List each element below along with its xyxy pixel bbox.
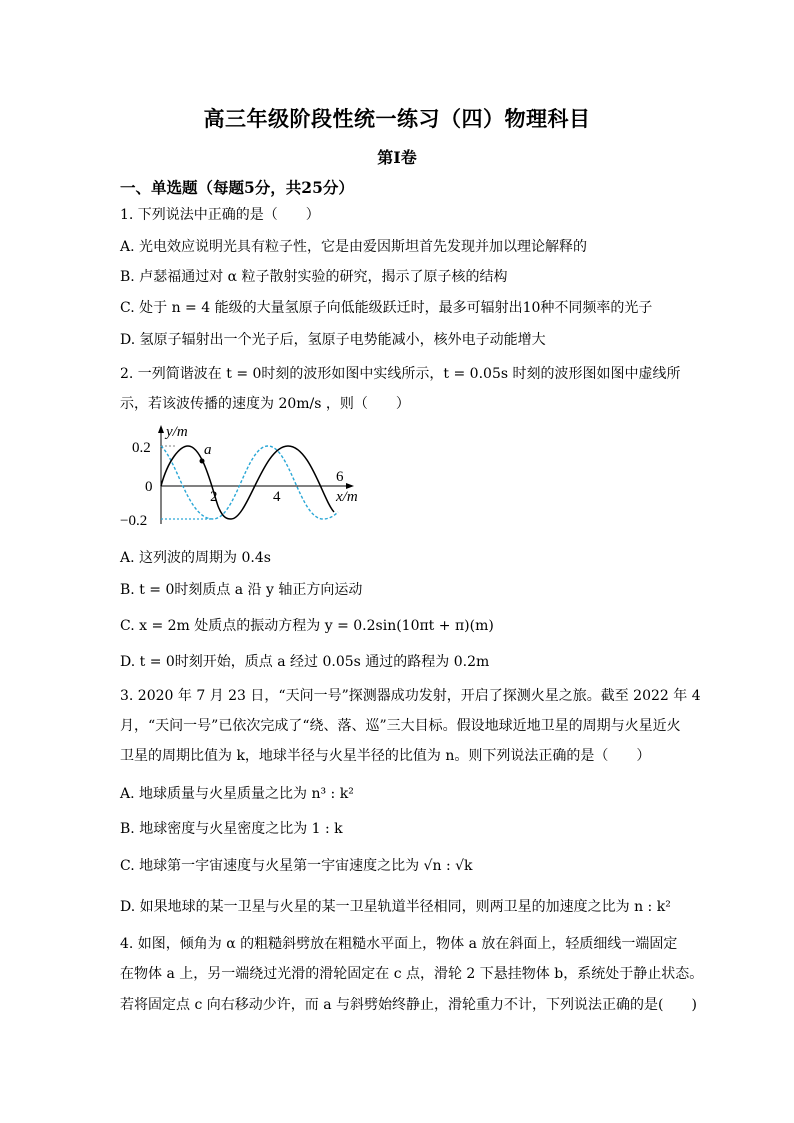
dashed-wave-curve (161, 446, 338, 519)
wave-graph (118, 420, 368, 535)
q1-stem: 1. 下列说法中正确的是（ ） (120, 207, 320, 223)
q2-stem-line2: 示，若该波传播的速度为 20m/s ，则（ ） (120, 396, 410, 412)
q2-option-b: B. t = 0时刻质点 a 沿 y 轴正方向运动 (120, 582, 363, 598)
q3-option-c: C. 地球第一宇宙速度与火星第一宇宙速度之比为 √n : √k (120, 858, 473, 874)
page-title: 高三年级阶段性统一练习（四）物理科目 (203, 106, 591, 131)
x-tick-2: 2 (210, 489, 218, 505)
q4-stem-line3: 若将固定点 c 向右移动少许，而 a 与斜劈始终静止，滑轮重力不计，下列说法正确的是( ) (120, 997, 697, 1013)
y-tick-top: 0.2 (132, 440, 151, 456)
x-tick-6: 6 (336, 469, 344, 485)
q2-option-d: D. t = 0时刻开始，质点 a 经过 0.05s 通过的路程为 0.2m (120, 654, 490, 670)
q1-option-d: D. 氢原子辐射出一个光子后，氢原子电势能减小，核外电子动能增大 (120, 332, 546, 348)
q1-option-b: B. 卢瑟福通过对 α 粒子散射实验的研究，揭示了原子核的结构 (120, 269, 508, 285)
q3-stem-line3: 卫星的周期比值为 k，地球半径与火星半径的比值为 n。则下列说法正确的是（ ） (120, 748, 651, 764)
q2-option-c: C. x = 2m 处质点的振动方程为 y = 0.2sin(10πt + π)(m) (120, 618, 494, 634)
q3-stem-line1: 3. 2020 年 7 月 23 日，“天问一号”探测器成功发射，开启了探测火星之旅。截至 2022 年 4 (120, 688, 701, 704)
y-axis-label: y/m (166, 424, 188, 440)
section-heading: 一、单选题（每题5分，共25分） (120, 178, 354, 197)
x-tick-4: 4 (273, 489, 281, 505)
solid-wave-curve (161, 446, 334, 519)
x-axis-label: x/m (336, 489, 358, 505)
y-tick-zero: 0 (145, 479, 153, 495)
q3-stem-line2: 月，“天问一号”已依次完成了“绕、落、巡”三大目标。假设地球近地卫星的周期与火星近火 (120, 718, 681, 734)
q2-stem-line1: 2. 一列简谐波在 t = 0时刻的波形如图中实线所示，t = 0.05s 时刻的波形图如图中虚线所 (120, 366, 681, 382)
point-a-marker (200, 459, 205, 464)
point-a-label: a (204, 442, 212, 458)
q3-option-d: D. 如果地球的某一卫星与火星的某一卫星轨道半径相同，则两卫星的加速度之比为 n : k² (120, 899, 671, 915)
q4-stem-line1: 4. 如图，倾角为 α 的粗糙斜劈放在粗糙水平面上，物体 a 放在斜面上，轻质细线一端固定 (120, 936, 678, 952)
q1-option-c: C. 处于 n = 4 能级的大量氢原子向低能级跃迁时，最多可辐射出10种不同频率的光子 (120, 300, 653, 316)
y-tick-bottom: −0.2 (120, 513, 148, 529)
q3-option-b: B. 地球密度与火星密度之比为 1 : k (120, 821, 343, 837)
q1-option-a: A. 光电效应说明光具有粒子性，它是由爱因斯坦首先发现并加以理论解释的 (120, 239, 588, 255)
y-axis-arrow (158, 425, 164, 433)
q2-option-a: A. 这列波的周期为 0.4s (120, 550, 271, 566)
q3-option-a: A. 地球质量与火星质量之比为 n³ : k² (120, 786, 354, 802)
volume-label: 第I卷 (377, 148, 417, 167)
q4-stem-line2: 在物体 a 上，另一端绕过光滑的滑轮固定在 c 点，滑轮 2 下悬挂物体 b，系统处于静止状态。 (120, 966, 704, 982)
